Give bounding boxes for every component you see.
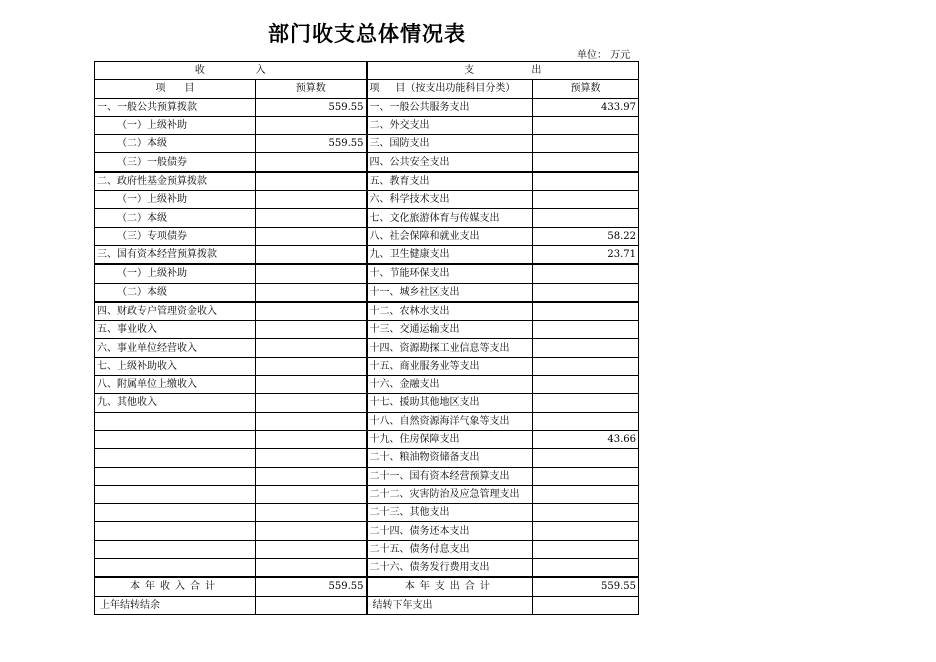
expense-value-cell xyxy=(533,283,639,302)
expense-item-cell: 十九、住房保障支出 xyxy=(367,430,533,448)
expense-item-cell: 二十一、国有资本经营预算支出 xyxy=(367,467,533,485)
income-value-cell xyxy=(256,153,367,172)
expense-item-cell: 三、国防支出 xyxy=(367,135,533,153)
unit-label: 单位： 万元 xyxy=(577,50,631,61)
expense-item-cell: 四、公共安全支出 xyxy=(367,153,533,172)
table-row xyxy=(95,302,639,321)
expense-carry-value xyxy=(533,596,639,614)
income-value-cell xyxy=(256,412,367,430)
income-item-cell xyxy=(95,504,256,522)
table-row xyxy=(95,522,639,540)
income-item-cell: （一）上级补助 xyxy=(95,191,256,209)
expense-value-cell xyxy=(533,116,639,134)
income-value-cell xyxy=(256,172,367,191)
expense-item-cell: 十五、商业服务业等支出 xyxy=(367,357,533,375)
income-item-cell xyxy=(95,485,256,503)
income-value-cell xyxy=(256,191,367,209)
income-value-cell xyxy=(256,522,367,540)
income-item-cell xyxy=(95,412,256,430)
income-item-cell: 九、其他收入 xyxy=(95,394,256,412)
expense-value-cell xyxy=(533,376,639,394)
income-item-cell: （一）上级补助 xyxy=(95,116,256,134)
income-value-cell xyxy=(256,430,367,448)
table-row xyxy=(95,227,639,245)
table-row xyxy=(95,357,639,375)
expense-value-cell xyxy=(533,504,639,522)
income-budget-header: 预算数 xyxy=(256,80,367,98)
income-value-cell xyxy=(256,116,367,134)
income-value-cell xyxy=(256,357,367,375)
expense-item-cell: 九、卫生健康支出 xyxy=(367,245,533,264)
expense-budget-header: 预算数 xyxy=(533,80,639,98)
expense-value-cell xyxy=(533,153,639,172)
expense-carry-label: 结转下年支出 xyxy=(367,596,533,614)
income-value-cell xyxy=(256,227,367,245)
expense-total-value: 559.55 xyxy=(533,577,639,596)
page-title: 部门收支总体情况表 xyxy=(268,22,466,46)
income-value-cell xyxy=(256,321,367,339)
income-value-cell xyxy=(256,467,367,485)
income-value-cell: 559.55 xyxy=(256,98,367,116)
income-value-cell xyxy=(256,485,367,503)
income-item-cell xyxy=(95,559,256,578)
expense-item-cell: 二十三、其他支出 xyxy=(367,504,533,522)
expense-item-cell: 十八、自然资源海洋气象等支出 xyxy=(367,412,533,430)
expense-value-cell xyxy=(533,559,639,578)
income-value-cell xyxy=(256,449,367,467)
income-item-cell xyxy=(95,467,256,485)
expense-item-cell: 七、文化旅游体育与传媒支出 xyxy=(367,209,533,227)
income-item-cell xyxy=(95,522,256,540)
income-value-cell xyxy=(256,209,367,227)
income-item-cell xyxy=(95,449,256,467)
income-value-cell xyxy=(256,559,367,578)
expense-value-cell: 58.22 xyxy=(533,227,639,245)
income-item-header: 项 目 xyxy=(95,80,256,98)
expense-value-cell: 23.71 xyxy=(533,245,639,264)
totals-row xyxy=(95,577,639,596)
income-item-cell: 七、上级补助收入 xyxy=(95,357,256,375)
expense-item-cell: 二十四、债务还本支出 xyxy=(367,522,533,540)
income-item-cell: （一）上级补助 xyxy=(95,264,256,283)
income-item-cell xyxy=(95,540,256,558)
expense-value-cell xyxy=(533,357,639,375)
table-row xyxy=(95,172,639,191)
table-row xyxy=(95,559,639,578)
expense-item-cell: 二十六、债务发行费用支出 xyxy=(367,559,533,578)
carry-row xyxy=(95,596,639,614)
income-item-cell: （二）本级 xyxy=(95,209,256,227)
table-body xyxy=(95,62,639,615)
income-header: 收 入 xyxy=(95,62,367,80)
income-value-cell xyxy=(256,283,367,302)
income-item-cell: 四、财政专户管理资金收入 xyxy=(95,302,256,321)
table-row xyxy=(95,504,639,522)
income-item-cell: （三）专项债券 xyxy=(95,227,256,245)
income-item-cell: 二、政府性基金预算拨款 xyxy=(95,172,256,191)
table-row xyxy=(95,116,639,134)
expense-value-cell xyxy=(533,394,639,412)
table-row xyxy=(95,264,639,283)
table-row xyxy=(95,430,639,448)
expense-item-cell: 十二、农林水支出 xyxy=(367,302,533,321)
income-value-cell xyxy=(256,394,367,412)
expense-value-cell xyxy=(533,540,639,558)
expense-value-cell xyxy=(533,522,639,540)
income-carry-value xyxy=(256,596,367,614)
income-carry-label: 上年结转结余 xyxy=(95,596,256,614)
table-row xyxy=(95,376,639,394)
expense-value-cell: 433.97 xyxy=(533,98,639,116)
expense-value-cell xyxy=(533,449,639,467)
income-item-cell xyxy=(95,430,256,448)
income-value-cell xyxy=(256,339,367,357)
expense-total-label: 本年支出合计 xyxy=(367,577,533,596)
expense-value-cell xyxy=(533,467,639,485)
expense-item-cell: 十一、城乡社区支出 xyxy=(367,283,533,302)
table-row xyxy=(95,283,639,302)
expense-item-cell: 十三、交通运输支出 xyxy=(367,321,533,339)
income-value-cell xyxy=(256,540,367,558)
expense-value-cell xyxy=(533,172,639,191)
expense-value-cell xyxy=(533,209,639,227)
income-value-cell xyxy=(256,264,367,283)
table-row xyxy=(95,245,639,264)
table-row xyxy=(95,191,639,209)
expense-value-cell xyxy=(533,302,639,321)
table-row xyxy=(95,153,639,172)
table-row xyxy=(95,467,639,485)
expense-item-cell: 五、教育支出 xyxy=(367,172,533,191)
expense-item-cell: 十六、金融支出 xyxy=(367,376,533,394)
expense-item-cell: 十四、资源勘探工业信息等支出 xyxy=(367,339,533,357)
expense-value-cell xyxy=(533,485,639,503)
table-row xyxy=(95,98,639,116)
expense-item-cell: 二十二、灾害防治及应急管理支出 xyxy=(367,485,533,503)
header-row-2 xyxy=(95,80,639,98)
table-row xyxy=(95,540,639,558)
income-item-cell: 六、事业单位经营收入 xyxy=(95,339,256,357)
table-row xyxy=(95,394,639,412)
table-row xyxy=(95,449,639,467)
expense-item-cell: 二十五、债务付息支出 xyxy=(367,540,533,558)
income-value-cell: 559.55 xyxy=(256,135,367,153)
income-item-cell: 一、一般公共预算拨款 xyxy=(95,98,256,116)
expense-item-cell: 十、节能环保支出 xyxy=(367,264,533,283)
expense-value-cell xyxy=(533,339,639,357)
table-row xyxy=(95,135,639,153)
income-item-cell: （二）本级 xyxy=(95,283,256,302)
income-value-cell xyxy=(256,504,367,522)
expense-header: 支 出 xyxy=(367,62,639,80)
income-total-value: 559.55 xyxy=(256,577,367,596)
income-item-cell: （二）本级 xyxy=(95,135,256,153)
expense-item-cell: 十七、援助其他地区支出 xyxy=(367,394,533,412)
header-row-1 xyxy=(95,62,639,80)
expense-item-cell: 八、社会保障和就业支出 xyxy=(367,227,533,245)
expense-value-cell xyxy=(533,412,639,430)
income-item-cell: 八、附属单位上缴收入 xyxy=(95,376,256,394)
expense-item-header: 项 目（按支出功能科目分类） xyxy=(367,80,533,98)
table-row xyxy=(95,321,639,339)
expense-value-cell xyxy=(533,264,639,283)
expense-item-cell: 二、外交支出 xyxy=(367,116,533,134)
expense-value-cell: 43.66 xyxy=(533,430,639,448)
table-row xyxy=(95,339,639,357)
income-item-cell: 三、国有资本经营预算拨款 xyxy=(95,245,256,264)
table-row xyxy=(95,485,639,503)
expense-item-cell: 一、一般公共服务支出 xyxy=(367,98,533,116)
income-item-cell: 五、事业收入 xyxy=(95,321,256,339)
expense-value-cell xyxy=(533,135,639,153)
table-row xyxy=(95,412,639,430)
table-row xyxy=(95,209,639,227)
expense-item-cell: 二十、粮油物资储备支出 xyxy=(367,449,533,467)
income-total-label: 本年收入合计 xyxy=(95,577,256,596)
expense-item-cell: 六、科学技术支出 xyxy=(367,191,533,209)
income-value-cell xyxy=(256,376,367,394)
expense-value-cell xyxy=(533,321,639,339)
expense-value-cell xyxy=(533,191,639,209)
income-item-cell: （三）一般债券 xyxy=(95,153,256,172)
income-value-cell xyxy=(256,245,367,264)
income-value-cell xyxy=(256,302,367,321)
budget-table xyxy=(94,61,639,615)
